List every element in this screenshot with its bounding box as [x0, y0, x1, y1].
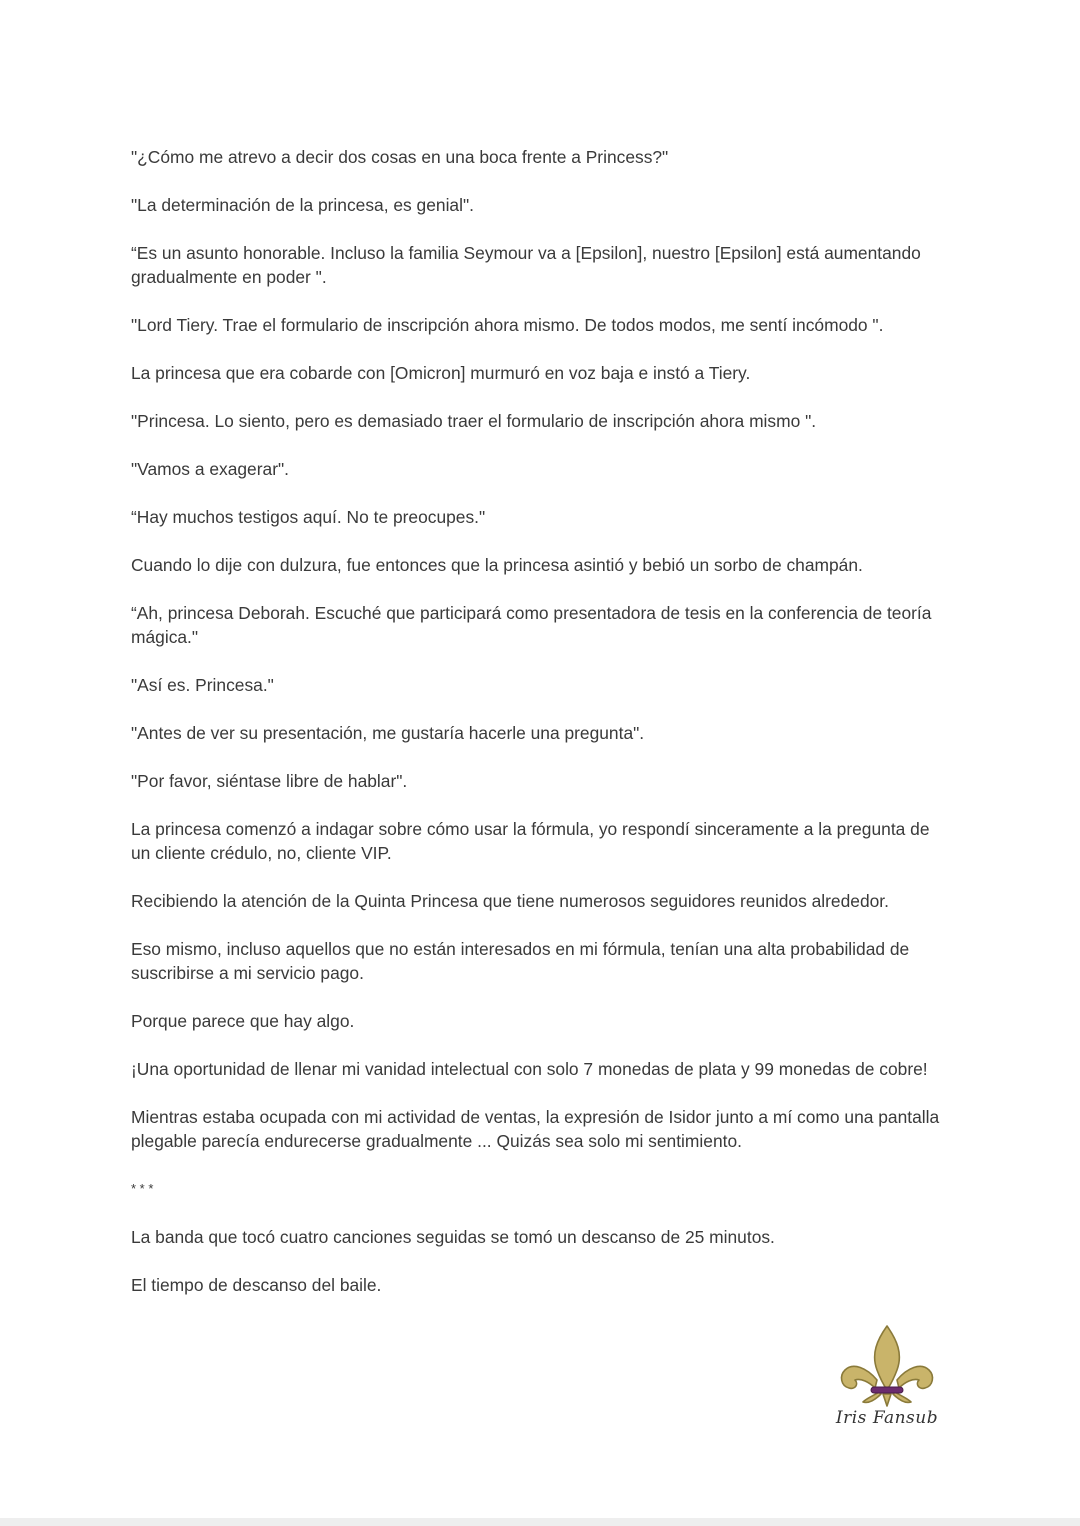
fleur-de-lis-icon — [837, 1324, 937, 1408]
iris-fansub-logo — [832, 1324, 942, 1436]
paragraph: "Lord Tiery. Trae el formulario de inscripción ahora mismo. De todos modos, me sentí incómodo ". — [131, 315, 884, 335]
paragraph: Recibiendo la atención de la Quinta Princesa que tiene numerosos seguidores reunidos alrededor. — [131, 891, 889, 911]
logo-text: Iris Fansub — [835, 1408, 939, 1428]
scene-break: * * * — [131, 1181, 154, 1196]
paragraph: "Por favor, siéntase libre de hablar". — [131, 771, 408, 791]
paragraph: Cuando lo dije con dulzura, fue entonces que la princesa asintió y bebió un sorbo de champán. — [131, 555, 863, 575]
paragraph: La princesa comenzó a indagar sobre cómo usar la fórmula, yo respondí sinceramente a la pregunta de un cliente crédulo, no, cliente VIP. — [131, 819, 930, 863]
paragraph: "Antes de ver su presentación, me gustaría hacerle una pregunta". — [131, 723, 645, 743]
document-body — [131, 145, 951, 1321]
paragraph: “Ah, princesa Deborah. Escuché que participará como presentadora de tesis en la conferencia de teoría mágica." — [131, 603, 932, 647]
paragraph: "Vamos a exagerar". — [131, 459, 289, 479]
paragraph: La banda que tocó cuatro canciones seguidas se tomó un descanso de 25 minutos. — [131, 1227, 775, 1247]
paragraph: “Es un asunto honorable. Incluso la familia Seymour va a [Epsilon], nuestro [Epsilon] está aumentando gradualmente en poder ". — [131, 243, 921, 287]
paragraph: El tiempo de descanso del baile. — [131, 1275, 382, 1295]
paragraph: Eso mismo, incluso aquellos que no están interesados en mi fórmula, tenían una alta probabilidad de suscribirse a mi servicio pago. — [131, 939, 910, 983]
page-bottom-edge — [0, 1518, 1080, 1526]
paragraph: Porque parece que hay algo. — [131, 1011, 355, 1031]
paragraph: "Así es. Princesa." — [131, 675, 274, 695]
paragraph: La princesa que era cobarde con [Omicron] murmuró en voz baja e instó a Tiery. — [131, 363, 751, 383]
paragraph: "La determinación de la princesa, es genial". — [131, 195, 474, 215]
paragraph: “Hay muchos testigos aquí. No te preocupes." — [131, 507, 486, 527]
paragraph: "¿Cómo me atrevo a decir dos cosas en una boca frente a Princess?" — [131, 147, 669, 167]
paragraph: Mientras estaba ocupada con mi actividad de ventas, la expresión de Isidor junto a mí como una pantalla plegable parecía endurecerse gradualmente ... Quizás sea solo mi sentimiento. — [131, 1107, 940, 1151]
paragraph: ¡Una oportunidad de llenar mi vanidad intelectual con solo 7 monedas de plata y 99 monedas de cobre! — [131, 1059, 928, 1079]
paragraph: "Princesa. Lo siento, pero es demasiado traer el formulario de inscripción ahora mismo ". — [131, 411, 817, 431]
